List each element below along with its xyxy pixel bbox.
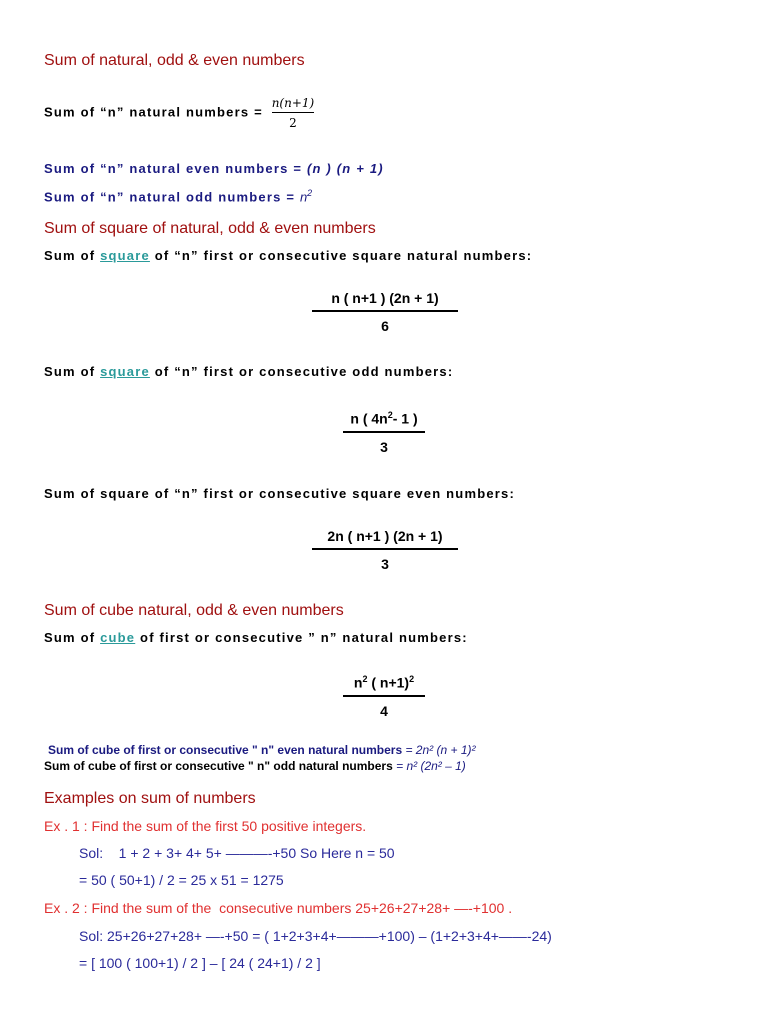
- square-formula: [312, 290, 458, 334]
- square-odd-intro-pre: Sum of: [44, 364, 96, 379]
- square-even-formula-numerator: 2n ( n+1 ) (2n + 1): [327, 528, 443, 544]
- heading-natural-odd-even: Sum of natural, odd & even numbers: [44, 52, 305, 69]
- natural-sum-fraction: [272, 96, 315, 130]
- natural-sum-line: [44, 96, 314, 130]
- square-odd-formula: [343, 410, 425, 455]
- even-sum-formula: (n ) (n + 1): [306, 161, 384, 176]
- cube-even-formula: = 2n² (n + 1)²: [405, 743, 476, 757]
- square-intro: [44, 248, 532, 263]
- example-1-solution-line-2: = 50 ( 50+1) / 2 = 25 x 51 = 1275: [79, 872, 284, 888]
- odd-sum-formula: n: [299, 189, 308, 205]
- example-2-question: Ex . 2 : Find the sum of the consecutive numbers 25+26+27+28+ —-+100 .: [44, 900, 513, 916]
- heading-square: Sum of square of natural, odd & even numbers: [44, 220, 376, 237]
- heading-examples: Examples on sum of numbers: [44, 790, 256, 807]
- square-formula-denominator: 6: [381, 318, 389, 334]
- cube-num-a: n: [353, 674, 363, 691]
- cube-link[interactable]: cube: [100, 630, 136, 645]
- odd-sum-exponent: 2: [307, 188, 313, 198]
- even-sum-label: Sum of “n” natural even numbers =: [44, 161, 303, 176]
- cube-odd-formula: = n² (2n² – 1): [396, 759, 466, 773]
- example-1-question: Ex . 1 : Find the sum of the first 50 positive integers.: [44, 818, 367, 834]
- cube-intro: [44, 630, 468, 645]
- cube-formula-denominator: 4: [380, 702, 388, 719]
- natural-sum-label: Sum of “n” natural numbers =: [44, 104, 263, 120]
- natural-sum-denominator: 2: [272, 112, 315, 130]
- cube-even-line: [48, 743, 476, 757]
- example-2-solution-line-1: Sol: 25+26+27+28+ —-+50 = ( 1+2+3+4+———+100) – (1+2+3+4+——-24): [79, 928, 552, 944]
- square-even-formula: [312, 528, 458, 572]
- cube-formula: [343, 674, 425, 719]
- odd-sum-label: Sum of “n” natural odd numbers =: [44, 189, 296, 205]
- square-odd-intro-post: of “n” first or consecutive odd numbers:: [154, 364, 454, 379]
- square-formula-numerator: n ( n+1 ) (2n + 1): [331, 290, 439, 306]
- square-odd-num-b: - 1 ): [392, 410, 418, 427]
- square-even-formula-denominator: 3: [381, 556, 389, 572]
- cube-num-b: ( n+1): [371, 674, 410, 691]
- odd-sum-line: [44, 188, 312, 204]
- cube-num-exp1: 2: [362, 674, 368, 684]
- cube-num-exp2: 2: [409, 674, 415, 684]
- square-intro-post: of “n” first or consecutive square natural numbers:: [154, 248, 533, 263]
- square-odd-formula-numerator: [343, 410, 425, 431]
- square-odd-intro: [44, 364, 453, 379]
- heading-cube: Sum of cube natural, odd & even numbers: [44, 602, 344, 619]
- cube-intro-post: of first or consecutive ” n” natural numbers:: [140, 630, 468, 645]
- square-intro-pre: Sum of: [44, 248, 96, 263]
- cube-intro-pre: Sum of: [44, 630, 96, 645]
- square-odd-num-a: n ( 4n: [350, 410, 388, 427]
- even-sum-line: [44, 161, 384, 176]
- square-link[interactable]: square: [100, 248, 150, 263]
- cube-formula-numerator: [343, 674, 425, 695]
- square-odd-link[interactable]: square: [100, 364, 150, 379]
- example-2-solution-line-2: = [ 100 ( 100+1) / 2 ] – [ 24 ( 24+1) / 2 ]: [79, 955, 321, 971]
- cube-odd-line: [44, 759, 466, 773]
- square-odd-num-exp: 2: [387, 410, 393, 420]
- cube-odd-label: Sum of cube of first or consecutive " n" odd natural numbers: [44, 759, 393, 773]
- square-even-intro: Sum of square of “n” first or consecutive square even numbers:: [44, 486, 515, 501]
- natural-sum-numerator: n(n+1): [271, 96, 315, 110]
- cube-even-label: Sum of cube of first or consecutive " n" even natural numbers: [48, 743, 403, 757]
- example-1-solution-line-1: Sol: 1 + 2 + 3+ 4+ 5+ ———-+50 So Here n = 50: [79, 845, 395, 861]
- square-odd-formula-denominator: 3: [380, 438, 388, 455]
